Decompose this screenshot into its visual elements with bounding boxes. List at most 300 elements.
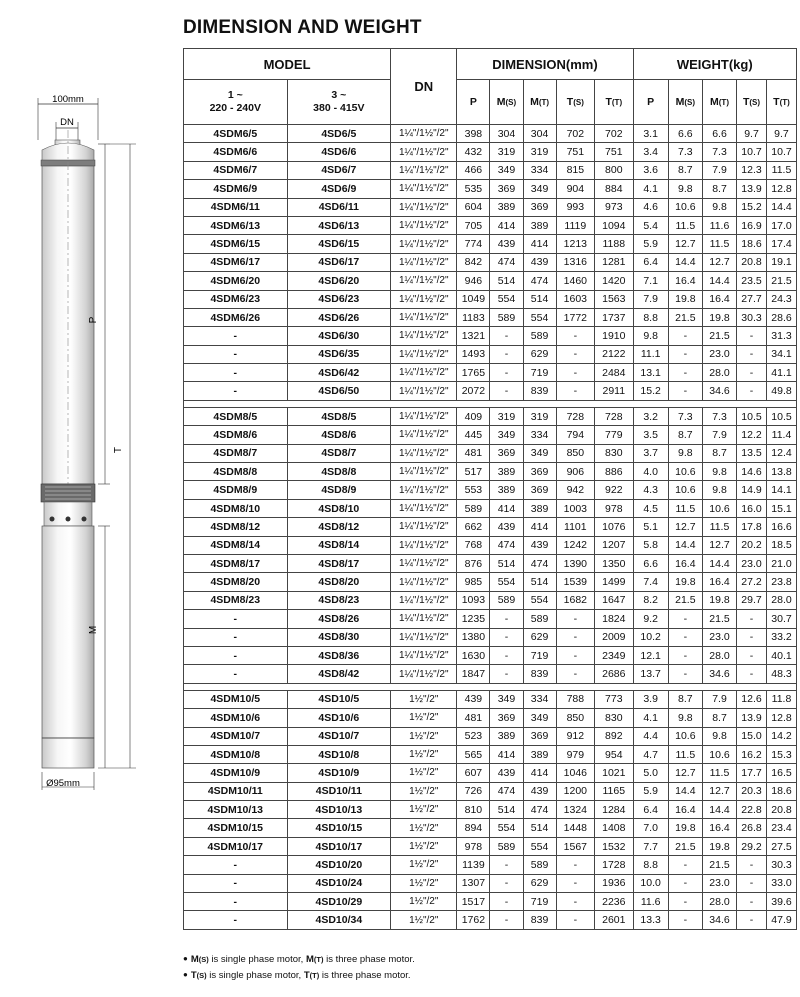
table-cell: 912 xyxy=(556,727,594,745)
table-cell: 514 xyxy=(523,819,556,837)
table-cell: 607 xyxy=(457,764,490,782)
table-cell: 553 xyxy=(457,481,490,499)
table-cell: 4SDM6/11 xyxy=(184,198,288,216)
table-cell: 7.9 xyxy=(702,690,736,708)
table-cell: 19.8 xyxy=(668,290,702,308)
table-cell: - xyxy=(737,646,767,664)
table-cell: 8.7 xyxy=(702,180,736,198)
table-cell: 514 xyxy=(490,272,523,290)
table-cell: 14.4 xyxy=(668,782,702,800)
table-cell: 28.0 xyxy=(702,893,736,911)
table-cell: 47.9 xyxy=(766,911,796,929)
table-row xyxy=(184,764,797,782)
table-cell: 1630 xyxy=(457,646,490,664)
table-cell: 1200 xyxy=(556,782,594,800)
table-cell: 16.4 xyxy=(668,801,702,819)
table-cell: 1¼"/1½"/2" xyxy=(391,327,457,345)
table-cell: 1003 xyxy=(556,499,594,517)
table-cell: 4SD8/7 xyxy=(287,444,391,462)
table-cell: 1¼"/1½"/2" xyxy=(391,554,457,572)
table-cell: 6.6 xyxy=(702,125,736,143)
table-cell: 432 xyxy=(457,143,490,161)
table-cell: 319 xyxy=(523,143,556,161)
table-cell: 48.3 xyxy=(766,665,796,683)
table-cell: 1¼"/1½"/2" xyxy=(391,382,457,400)
table-cell: 5.0 xyxy=(633,764,668,782)
table-cell: 3.1 xyxy=(633,125,668,143)
table-cell: 17.8 xyxy=(737,518,767,536)
table-cell: 1¼"/1½"/2" xyxy=(391,646,457,664)
table-cell: 10.6 xyxy=(668,481,702,499)
table-cell: - xyxy=(490,874,523,892)
table-cell: 12.7 xyxy=(702,782,736,800)
table-cell: 34.6 xyxy=(702,382,736,400)
footnote-total: ● T(S) is single phase motor, T(T) is three phase motor. xyxy=(183,970,411,981)
table-cell: 11.5 xyxy=(668,499,702,517)
table-cell: 18.6 xyxy=(737,235,767,253)
table-cell: 21.5 xyxy=(702,610,736,628)
table-cell: 810 xyxy=(457,801,490,819)
table-cell: 1737 xyxy=(595,308,633,326)
table-cell: 14.4 xyxy=(668,536,702,554)
table-cell: 7.3 xyxy=(668,407,702,425)
table-row xyxy=(184,364,797,382)
table-cell: 334 xyxy=(523,690,556,708)
table-row xyxy=(184,180,797,198)
table-cell: 1824 xyxy=(595,610,633,628)
table-cell: 1647 xyxy=(595,591,633,609)
table-cell: 4SD6/6 xyxy=(287,143,391,161)
table-cell: 6.6 xyxy=(633,554,668,572)
table-row xyxy=(184,690,797,708)
table-cell: 6.6 xyxy=(668,125,702,143)
table-cell: 4SDM8/7 xyxy=(184,444,288,462)
table-cell: 4SDM6/23 xyxy=(184,290,288,308)
table-cell: 1762 xyxy=(457,911,490,929)
table-cell: 1½"/2" xyxy=(391,709,457,727)
table-cell: 4.3 xyxy=(633,481,668,499)
table-cell: 1420 xyxy=(595,272,633,290)
table-cell: 1½"/2" xyxy=(391,911,457,929)
table-cell: 839 xyxy=(523,382,556,400)
table-cell: 728 xyxy=(556,407,594,425)
table-cell: 4SD10/7 xyxy=(287,727,391,745)
table-cell: 1380 xyxy=(457,628,490,646)
table-cell: 4SDM10/8 xyxy=(184,745,288,763)
width-label: 100mm xyxy=(52,94,84,105)
table-cell: 16.4 xyxy=(702,819,736,837)
table-cell: 4SD10/9 xyxy=(287,764,391,782)
table-cell: 7.9 xyxy=(702,426,736,444)
table-cell: 12.8 xyxy=(766,180,796,198)
table-cell: 2349 xyxy=(595,646,633,664)
table-cell: 12.3 xyxy=(737,161,767,179)
table-cell: 4SD8/6 xyxy=(287,426,391,444)
table-cell: 7.3 xyxy=(702,407,736,425)
table-row xyxy=(184,628,797,646)
table-cell: - xyxy=(737,382,767,400)
table-cell: 1307 xyxy=(457,874,490,892)
table-cell: 1284 xyxy=(595,801,633,819)
table-cell: 876 xyxy=(457,554,490,572)
table-cell: 4SDM10/5 xyxy=(184,690,288,708)
table-cell: 39.6 xyxy=(766,893,796,911)
table-cell: - xyxy=(737,628,767,646)
table-cell: 23.0 xyxy=(702,345,736,363)
table-cell: 13.8 xyxy=(766,463,796,481)
table-row xyxy=(184,308,797,326)
three-phase-header: 3 ~ 380 - 415V xyxy=(287,80,391,125)
table-cell: 9.8 xyxy=(668,444,702,462)
table-cell: 1316 xyxy=(556,253,594,271)
table-cell: - xyxy=(668,856,702,874)
table-cell: 13.5 xyxy=(737,444,767,462)
table-row xyxy=(184,290,797,308)
table-row xyxy=(184,801,797,819)
table-cell: 414 xyxy=(523,518,556,536)
dn-header: DN xyxy=(391,49,457,125)
table-cell: 4SD10/13 xyxy=(287,801,391,819)
table-cell: - xyxy=(184,856,288,874)
table-cell: 474 xyxy=(490,782,523,800)
table-cell: 41.1 xyxy=(766,364,796,382)
table-cell: 439 xyxy=(490,518,523,536)
table-cell: 3.6 xyxy=(633,161,668,179)
table-cell: 1188 xyxy=(595,235,633,253)
table-cell: 11.6 xyxy=(633,893,668,911)
table-cell: 10.6 xyxy=(668,198,702,216)
table-cell: 4SD8/23 xyxy=(287,591,391,609)
table-cell: 7.4 xyxy=(633,573,668,591)
table-row xyxy=(184,911,797,929)
table-cell: 1¼"/1½"/2" xyxy=(391,364,457,382)
table-cell: - xyxy=(556,856,594,874)
table-cell: 369 xyxy=(523,463,556,481)
table-cell: - xyxy=(737,911,767,929)
table-cell: 589 xyxy=(490,591,523,609)
wt-ts-header: T(S) xyxy=(737,80,767,125)
table-cell: 554 xyxy=(523,837,556,855)
table-row xyxy=(184,235,797,253)
wt-mt-header: M(T) xyxy=(702,80,736,125)
table-cell: 4SD6/11 xyxy=(287,198,391,216)
table-cell: 4SDM6/15 xyxy=(184,235,288,253)
table-cell: 886 xyxy=(595,463,633,481)
table-cell: 4SD10/15 xyxy=(287,819,391,837)
table-cell: 1¼"/1½"/2" xyxy=(391,463,457,481)
dim-mt-header: M(T) xyxy=(523,80,556,125)
table-cell: - xyxy=(737,665,767,683)
wt-ms-header: M(S) xyxy=(668,80,702,125)
table-row xyxy=(184,573,797,591)
table-cell: 922 xyxy=(595,481,633,499)
table-cell: 523 xyxy=(457,727,490,745)
table-cell: 8.2 xyxy=(633,591,668,609)
table-cell: 1165 xyxy=(595,782,633,800)
table-cell: 304 xyxy=(490,125,523,143)
table-cell: 4SDM10/11 xyxy=(184,782,288,800)
table-cell: 3.4 xyxy=(633,143,668,161)
table-cell: 4SD10/8 xyxy=(287,745,391,763)
table-cell: 842 xyxy=(457,253,490,271)
table-cell: 1517 xyxy=(457,893,490,911)
dn-label: DN xyxy=(60,117,74,128)
table-cell: 439 xyxy=(490,235,523,253)
table-cell: 4SD8/26 xyxy=(287,610,391,628)
table-cell: 4SDM6/5 xyxy=(184,125,288,143)
table-cell: 1¼"/1½"/2" xyxy=(391,665,457,683)
table-cell: 19.1 xyxy=(766,253,796,271)
table-cell: 17.7 xyxy=(737,764,767,782)
table-cell: 16.4 xyxy=(668,272,702,290)
table-cell: 751 xyxy=(595,143,633,161)
table-cell: 369 xyxy=(490,444,523,462)
m-label: M xyxy=(88,625,99,635)
table-cell: 4SD6/23 xyxy=(287,290,391,308)
table-cell: 554 xyxy=(523,591,556,609)
table-cell: 13.9 xyxy=(737,180,767,198)
table-cell: 12.2 xyxy=(737,426,767,444)
table-cell: 1076 xyxy=(595,518,633,536)
dim-ts-header: T(S) xyxy=(556,80,594,125)
table-cell: 839 xyxy=(523,665,556,683)
table-cell: 1321 xyxy=(457,327,490,345)
table-cell: 4SDM10/13 xyxy=(184,801,288,819)
table-cell: 16.4 xyxy=(702,573,736,591)
table-cell: 34.6 xyxy=(702,911,736,929)
table-cell: 369 xyxy=(523,727,556,745)
table-cell: 13.9 xyxy=(737,709,767,727)
table-cell: 414 xyxy=(490,499,523,517)
table-cell: - xyxy=(556,665,594,683)
table-cell: - xyxy=(490,893,523,911)
table-cell: 4SDM10/6 xyxy=(184,709,288,727)
table-cell: 5.4 xyxy=(633,216,668,234)
table-cell: 514 xyxy=(523,573,556,591)
table-cell: 16.4 xyxy=(702,290,736,308)
table-cell: 14.6 xyxy=(737,463,767,481)
table-cell: - xyxy=(556,345,594,363)
table-cell: 589 xyxy=(457,499,490,517)
table-cell: - xyxy=(490,345,523,363)
table-cell: 629 xyxy=(523,345,556,363)
table-cell: 16.0 xyxy=(737,499,767,517)
table-cell: 466 xyxy=(457,161,490,179)
table-cell: 20.2 xyxy=(737,536,767,554)
table-cell: 11.5 xyxy=(766,161,796,179)
table-cell: 589 xyxy=(523,856,556,874)
table-row xyxy=(184,874,797,892)
table-cell: - xyxy=(737,874,767,892)
table-cell: 4SDM10/17 xyxy=(184,837,288,855)
table-row xyxy=(184,727,797,745)
table-cell: 439 xyxy=(523,782,556,800)
table-cell: 33.0 xyxy=(766,874,796,892)
table-cell: 1532 xyxy=(595,837,633,855)
table-cell: - xyxy=(668,610,702,628)
table-cell: 21.5 xyxy=(668,308,702,326)
table-cell: 702 xyxy=(556,125,594,143)
table-cell: 1½"/2" xyxy=(391,837,457,855)
table-cell: 10.7 xyxy=(737,143,767,161)
table-cell: 9.7 xyxy=(766,125,796,143)
table-cell: 19.8 xyxy=(702,837,736,855)
table-cell: - xyxy=(668,665,702,683)
table-cell: 4SD10/17 xyxy=(287,837,391,855)
table-cell: - xyxy=(184,610,288,628)
table-cell: 1563 xyxy=(595,290,633,308)
table-cell: 1460 xyxy=(556,272,594,290)
table-cell: - xyxy=(556,628,594,646)
table-cell: - xyxy=(556,646,594,664)
table-cell: 23.8 xyxy=(766,573,796,591)
table-cell: 1¼"/1½"/2" xyxy=(391,426,457,444)
table-row xyxy=(184,819,797,837)
table-cell: - xyxy=(490,646,523,664)
table-cell: 4SD8/5 xyxy=(287,407,391,425)
table-cell: 414 xyxy=(523,235,556,253)
table-cell: 2236 xyxy=(595,893,633,911)
table-cell: 979 xyxy=(556,745,594,763)
table-row xyxy=(184,554,797,572)
table-cell: 894 xyxy=(457,819,490,837)
table-cell: - xyxy=(668,345,702,363)
table-cell: 830 xyxy=(595,709,633,727)
table-cell: 22.8 xyxy=(737,801,767,819)
table-row xyxy=(184,856,797,874)
table-cell: - xyxy=(668,911,702,929)
table-cell: 4SD10/34 xyxy=(287,911,391,929)
table-cell: 34.6 xyxy=(702,665,736,683)
table-cell: 30.7 xyxy=(766,610,796,628)
table-cell: 10.5 xyxy=(737,407,767,425)
table-cell: 7.3 xyxy=(702,143,736,161)
table-cell: 904 xyxy=(556,180,594,198)
table-cell: 1213 xyxy=(556,235,594,253)
table-cell: 20.8 xyxy=(737,253,767,271)
table-cell: 1½"/2" xyxy=(391,856,457,874)
table-cell: 28.6 xyxy=(766,308,796,326)
table-cell: 3.7 xyxy=(633,444,668,462)
table-cell: 8.7 xyxy=(702,709,736,727)
table-cell: 13.3 xyxy=(633,911,668,929)
table-cell: - xyxy=(737,893,767,911)
table-cell: 3.5 xyxy=(633,426,668,444)
table-cell: 12.7 xyxy=(668,764,702,782)
table-cell: 4SDM8/5 xyxy=(184,407,288,425)
table-cell: 4SD8/42 xyxy=(287,665,391,683)
table-cell: - xyxy=(668,893,702,911)
table-cell: 12.8 xyxy=(766,709,796,727)
table-cell: - xyxy=(556,893,594,911)
table-cell: 4.1 xyxy=(633,709,668,727)
table-cell: 4SD10/20 xyxy=(287,856,391,874)
table-cell: 334 xyxy=(523,161,556,179)
table-cell: 439 xyxy=(490,764,523,782)
page-title: DIMENSION AND WEIGHT xyxy=(183,17,422,38)
table-cell: 554 xyxy=(490,819,523,837)
table-cell: 1½"/2" xyxy=(391,819,457,837)
table-cell: 1772 xyxy=(556,308,594,326)
table-cell: 5.1 xyxy=(633,518,668,536)
table-cell: 29.7 xyxy=(737,591,767,609)
table-cell: - xyxy=(490,665,523,683)
motor-body xyxy=(42,526,94,738)
table-cell: 1¼"/1½"/2" xyxy=(391,499,457,517)
table-cell: 4SD6/35 xyxy=(287,345,391,363)
table-cell: 19.8 xyxy=(702,308,736,326)
table-cell: - xyxy=(490,856,523,874)
group-separator xyxy=(184,400,797,407)
table-cell: 1936 xyxy=(595,874,633,892)
table-cell: 8.8 xyxy=(633,856,668,874)
table-cell: 1499 xyxy=(595,573,633,591)
table-cell: 10.6 xyxy=(668,727,702,745)
table-cell: - xyxy=(668,646,702,664)
table-cell: 1049 xyxy=(457,290,490,308)
table-cell: 1603 xyxy=(556,290,594,308)
table-cell: 4SDM8/17 xyxy=(184,554,288,572)
table-cell: 369 xyxy=(523,481,556,499)
table-cell: 4SD10/11 xyxy=(287,782,391,800)
table-cell: 4SD8/9 xyxy=(287,481,391,499)
table-cell: 1¼"/1½"/2" xyxy=(391,481,457,499)
table-cell: 978 xyxy=(457,837,490,855)
table-cell: 565 xyxy=(457,745,490,763)
table-cell: - xyxy=(556,382,594,400)
table-row xyxy=(184,745,797,763)
wt-p-header: P xyxy=(633,80,668,125)
table-cell: 517 xyxy=(457,463,490,481)
table-cell: 5.9 xyxy=(633,235,668,253)
table-row xyxy=(184,161,797,179)
table-cell: 1448 xyxy=(556,819,594,837)
table-cell: 24.3 xyxy=(766,290,796,308)
table-cell: - xyxy=(184,364,288,382)
table-cell: 9.7 xyxy=(737,125,767,143)
table-cell: 1¼"/1½"/2" xyxy=(391,518,457,536)
table-cell: 2911 xyxy=(595,382,633,400)
table-cell: 27.5 xyxy=(766,837,796,855)
table-cell: 6.4 xyxy=(633,253,668,271)
table-cell: - xyxy=(490,364,523,382)
table-cell: 4SD8/12 xyxy=(287,518,391,536)
table-cell: 389 xyxy=(490,463,523,481)
table-cell: 11.5 xyxy=(702,764,736,782)
table-row xyxy=(184,253,797,271)
table-row xyxy=(184,426,797,444)
table-cell: - xyxy=(490,327,523,345)
table-cell: 12.7 xyxy=(668,518,702,536)
table-cell: 4SD6/13 xyxy=(287,216,391,234)
motor-base xyxy=(42,738,94,768)
table-cell: 1324 xyxy=(556,801,594,819)
table-cell: 978 xyxy=(595,499,633,517)
table-cell: 535 xyxy=(457,180,490,198)
table-cell: 892 xyxy=(595,727,633,745)
table-cell: 1¼"/1½"/2" xyxy=(391,290,457,308)
table-row xyxy=(184,518,797,536)
table-cell: 10.5 xyxy=(766,407,796,425)
table-cell: 21.0 xyxy=(766,554,796,572)
table-row xyxy=(184,382,797,400)
table-cell: 629 xyxy=(523,874,556,892)
table-cell: 21.5 xyxy=(702,856,736,874)
table-cell: 349 xyxy=(523,180,556,198)
table-cell: 1¼"/1½"/2" xyxy=(391,253,457,271)
motor-coupling xyxy=(44,502,92,526)
table-cell: 815 xyxy=(556,161,594,179)
